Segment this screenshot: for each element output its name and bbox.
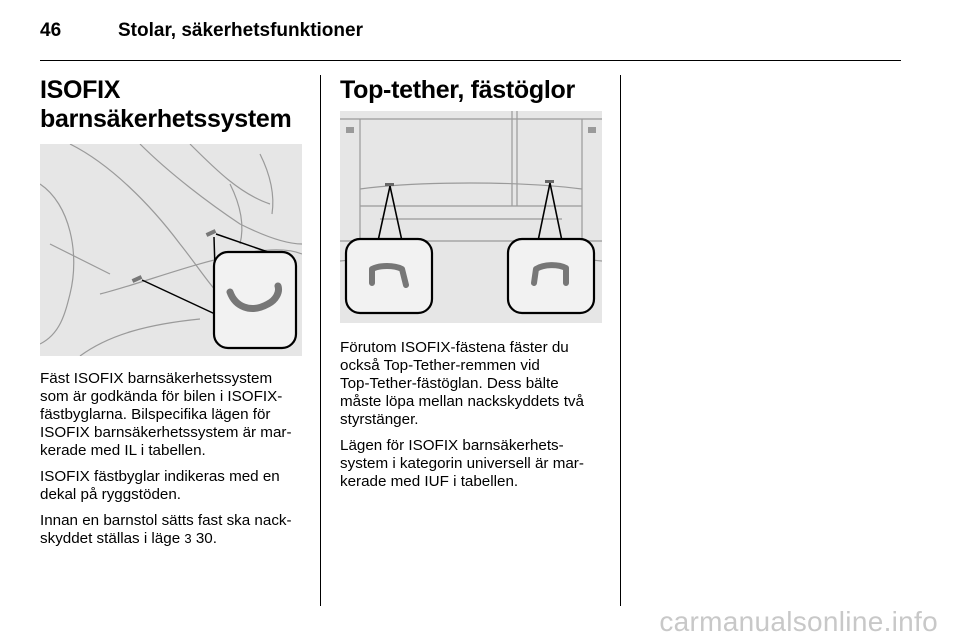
paragraph [40, 468, 308, 504]
paragraph [340, 339, 605, 429]
paragraph [40, 370, 308, 460]
text-line [40, 530, 308, 548]
top-tether-text [340, 339, 605, 491]
paragraph [40, 512, 308, 548]
text-line: system i kategorin universell är mar- [340, 455, 584, 472]
watermark: carmanualsonline.info [659, 606, 938, 637]
text-line: måste löpa mellan nackskyddets två [340, 393, 584, 410]
text-line: Fäst ISOFIX barnsäkerhetssystem [40, 370, 273, 387]
callout-box-right [508, 239, 594, 313]
callout-box-left [346, 239, 432, 313]
text-line: fästbyglarna. Bilspecifika lägen för [40, 406, 271, 423]
text-line: Top-Tether-fästöglan. Dess bälte [340, 375, 559, 392]
text-line: ISOFIX fästbyglar indikeras med en [40, 468, 280, 485]
text-line: dekal på ryggstöden. [40, 486, 182, 503]
isofix-illustration [40, 144, 302, 356]
text-line: också Top-Tether-remmen vid [340, 357, 540, 374]
paragraph [340, 437, 605, 491]
text-line: ISOFIX barnsäkerhetssystem är mar- [40, 424, 292, 441]
text-line: kerade med IL i tabellen. [40, 442, 206, 459]
text-line: Förutom ISOFIX-fästena fäster du [340, 339, 569, 356]
text-line: Lägen för ISOFIX barnsäkerhets- [340, 437, 564, 454]
text-line: Innan en barnstol sätts fast ska nack- [40, 512, 292, 529]
cross-reference-arrow-icon: 3 [184, 531, 192, 546]
reference-text: skyddet ställas i läge [40, 530, 181, 547]
text-line: som är godkända för bilen i ISOFIX- [40, 388, 283, 405]
column-divider-left [320, 75, 321, 606]
isofix-heading [40, 76, 308, 134]
text-line: kerade med IUF i tabellen. [340, 473, 519, 490]
top-tether-illustration [340, 111, 602, 323]
text-line: styrstänger. [340, 411, 419, 428]
top-tether-heading: Top-tether, fästöglor [340, 76, 575, 104]
left-column [40, 76, 308, 556]
isofix-heading-line: ISOFIX [40, 76, 121, 104]
right-column [340, 76, 605, 499]
header-rule [40, 60, 901, 61]
reference-page: 30. [191, 530, 217, 547]
isofix-heading-line: barnsäkerhetssystem [40, 105, 292, 133]
running-title: Stolar, säkerhetsfunktioner [118, 20, 363, 41]
isofix-text [40, 370, 308, 548]
callout-box [214, 252, 296, 348]
page-number: 46 [40, 20, 62, 41]
column-divider-right [620, 75, 621, 606]
